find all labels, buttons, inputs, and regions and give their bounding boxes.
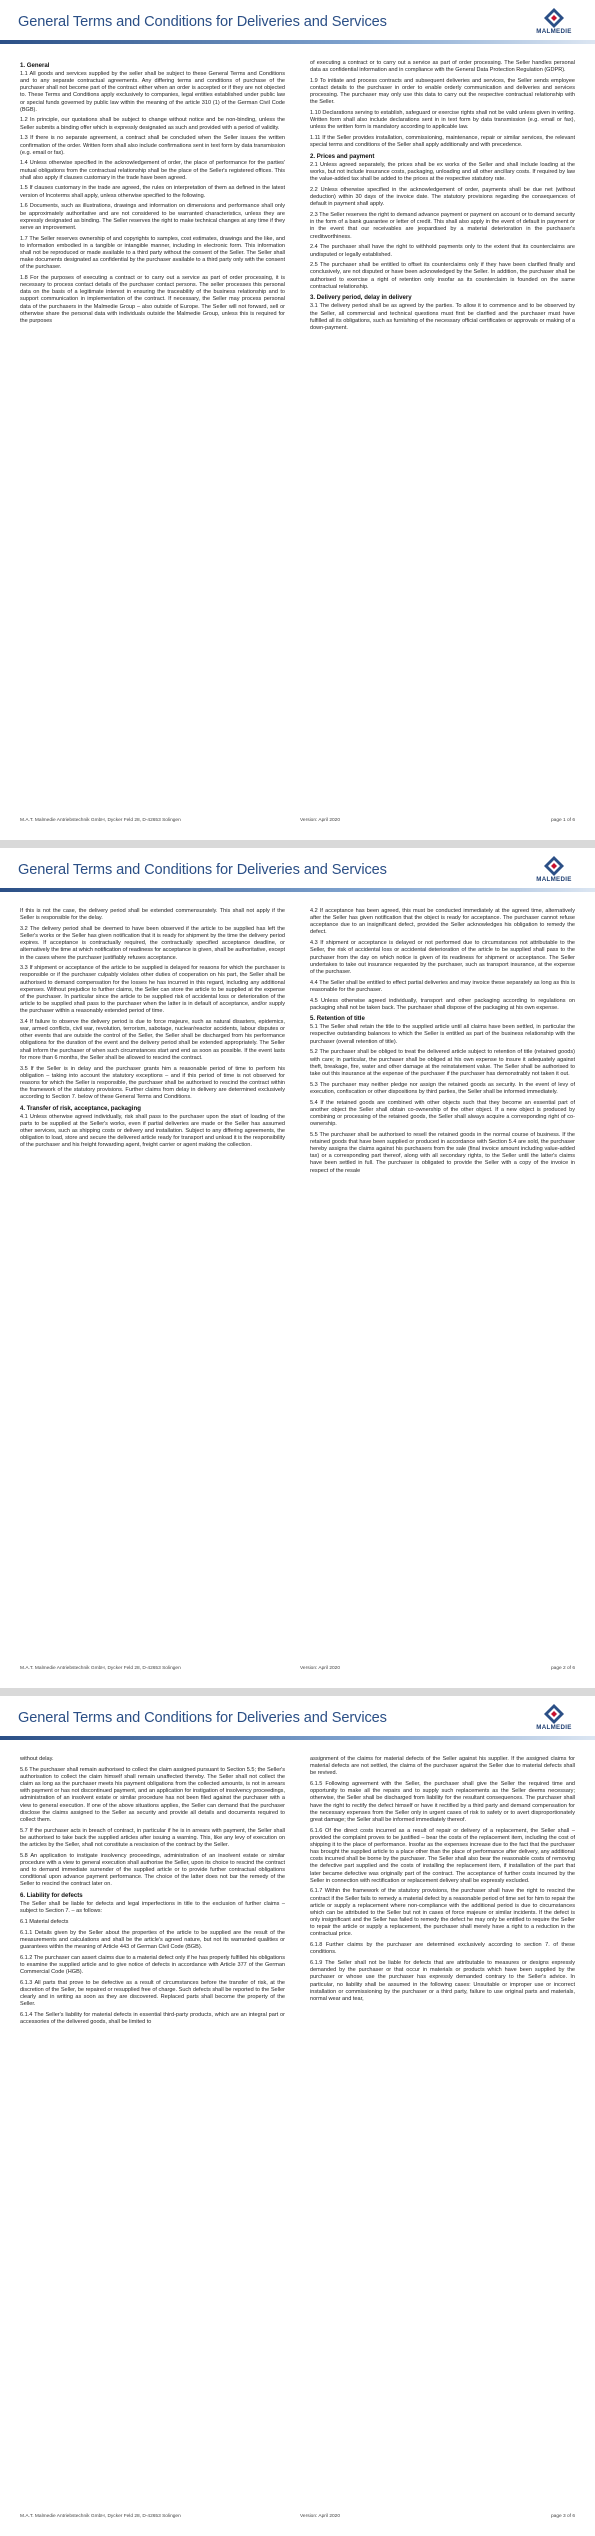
clause-paragraph: 2.1 Unless agreed separately, the prices shall be ex works of the Seller and shall include loading at the works, but not include insurance costs, packaging, unloading and all other ancillary costs. If required by law the value-added tax shall be added to the prices at the respective statutory rate. bbox=[310, 162, 575, 183]
header-rule bbox=[0, 888, 595, 892]
clause-paragraph: 6.1.7 Within the framework of the statutory provisions, the purchaser shall have the right to rescind the contract if the Seller fails to remedy a material defect by a reasonable period of time set for him to repair the article or supply a replacement where non-compliance with the additional period is due to circumstances which can be attributed to the Seller but not in cases of force majeure or similar incidents. If the defect is only insignificant and the Seller has failed to remedy the defect he may only be entitled to require the Seller to repair the article or supply a replacement, the purchaser shall merely have a right to a reduction in the contractual price. bbox=[310, 1888, 575, 1938]
section-heading: 2. Prices and payment bbox=[310, 153, 375, 161]
clause-paragraph: 1.8 For the purposes of executing a contract or to carry out a service as part of order processing, it is necessary to process contact details of the purchaser contact persons. The seller processes this personal data on the basis of a legitimate interest in ensuring the traceability of the business relationship and to support communication in implementation of the contract. If necessary, the Seller may process personal data of the purchasers in the Malmedie Group – also outside of Europe. The Seller will not forward, sell or otherwise share the personal data with individuals outside the Malmedie Group, unless this is required for the purposes bbox=[20, 274, 285, 324]
footer-page-number: page 3 of 6 bbox=[550, 2514, 575, 2519]
footer-company: M.A.T. Malmedie Antriebstechnik GmbH, Dycker Feld 28, D-42653 Solingen bbox=[20, 2514, 181, 2519]
page-footer bbox=[20, 2514, 575, 2526]
clause-paragraph: 1.4 Unless otherwise specified in the acknowledgement of order, the place of performance for the parties' mutual obligations from the contractual relationship shall be the place of the Seller's registered offices. This shall also apply if clauses customary in the trade have been agreed. bbox=[20, 160, 285, 181]
header-rule bbox=[0, 40, 595, 44]
left-column bbox=[20, 1756, 285, 2496]
clause-paragraph: 6.1.3 All parts that prove to be defective as a result of circumstances before the transfer of risk, at the discretion of the Seller, be repaired or resupplied free of charge. Such defects shall be reported to the Seller clearly and in writing as soon as they are discovered. Replaced parts shall become the property of the Seller. bbox=[20, 1979, 285, 2008]
clause-paragraph: 2.4 The purchaser shall have the right to withhold payments only to the extent that its counterclaims are undisputed or legally established. bbox=[310, 244, 575, 258]
clause-paragraph: 5.3 The purchaser may neither pledge nor assign the retained goods as security. In the event of levy of execution, confiscation or other dispositions by third parties, the Seller shall be informed immediately. bbox=[310, 1081, 575, 1095]
header-rule bbox=[0, 1736, 595, 1740]
clause-paragraph: 4.3 If shipment or acceptance is delayed or not performed due to circumstances not attributable to the Seller, the risk of accidental loss or accidental deterioration of the article to be supplied shall pass to the purchaser from the day on which notice is given of its readiness for shipment or acceptance. The Seller undertakes to take out insurance requested by the purchaser, such as transport insurance, at the expense of the purchaser. bbox=[310, 940, 575, 975]
clause-paragraph: 1.3 If there is no separate agreement, a contract shall be concluded when the Seller issues the written confirmation of the order. Written form shall also include confirmations sent in text form by data transmission (e.g. email or fax). bbox=[20, 135, 285, 156]
clause-paragraph: 1.6 Documents, such as illustrations, drawings and information on dimensions and performance shall only be approximately authoritative and are not considered to be warranted characteristics, unless they are expressly designated as binding. The Seller reserves the right to make technical changes at any time if they serve an improvement. bbox=[20, 203, 285, 231]
clause-paragraph: 3.4 If failure to observe the delivery period is due to force majeure, such as natural disasters, epidemics, war, armed conflicts, civil war, revolution, terrorism, sabotage, nuclear/reactor accidents, labour disputes or other events that are outside the control of the Seller, the Seller shall be discharged from his performance obligations for the duration of the event and the delivery period shall be extended appropriately. The Seller shall inform the purchaser of when such circumstances start and end as soon as possible. If the event lasts for more than 6 months, the Seller shall be allowed to rescind the contract. bbox=[20, 1018, 285, 1061]
footer-page-number: page 2 of 6 bbox=[550, 1666, 575, 1671]
clause-paragraph: 3.5 If the Seller is in delay and the purchaser grants him a reasonable period of time to perform his obligation – taking into account the statutory exceptions – and if this period of time is not observed for reasons for which the Seller is responsible, the purchaser shall be authorised to rescind the contract within the framework of the statutory provisions. Further claims from delay in delivery are determined exclusively according to Section 7. below of these General Terms and Conditions. bbox=[20, 1065, 285, 1101]
section-heading: 4. Transfer of risk, acceptance, packaging bbox=[20, 1104, 141, 1112]
page-header bbox=[0, 0, 595, 56]
page-title: General Terms and Conditions for Deliveries and Services bbox=[18, 1710, 387, 1726]
clause-paragraph: The Seller shall be liable for defects and legal imperfections in title to the exclusion of further claims – subject to Section 7. – as follows: bbox=[20, 1900, 285, 1915]
clause-paragraph: 3.1 The delivery period shall be as agreed by the parties. To allow it to commence and to be observed by the Seller, all commercial and technical questions must first be clarified and the purchaser must have fulfilled all its obligations, such as furnishing of the necessary official certificates or approvals or making of a down-payment. bbox=[310, 303, 575, 331]
text-columns bbox=[20, 60, 575, 800]
clause-paragraph: 5.2 The purchaser shall be obliged to treat the delivered article subject to retention of title (retained goods) with care; in particular, the purchaser shall be obliged at his own expense to insure it adequately against theft, breakage, fire, water and other damage at the reinstatement value. The Seller shall be authorised to take out this insurance at the expense of the purchaser if the purchaser has demonstrably not taken it out. bbox=[310, 1049, 575, 1077]
clause-paragraph: 6.1.9 The Seller shall not be liable for defects that are attributable to measures or designs expressly demanded by the purchaser or that occur in materials or products which have been supplied by the purchaser or whose use the purchaser has expressly demanded contrary to the Seller's advice. In particular, no liability shall be assumed in the following cases: Unsuitable or improper use or incorrect installation or commissioning by the purchaser or a third party, failure to use original parts and materials, normal wear and tear, bbox=[310, 1960, 575, 2002]
clause-paragraph: 4.2 If acceptance has been agreed, this must be conducted immediately at the agreed time, alternatively after the Seller has given notification that the object is ready for acceptance. The purchaser cannot refuse acceptance due to an insignificant defect, provided the Seller acknowledges his obligation to remedy the defect. bbox=[310, 908, 575, 936]
clause-paragraph: 6.1.2 The purchaser can assert claims due to a material defect only if he has properly fulfilled his obligations to examine the supplied article and to give notice of defects in accordance with Article 377 of the German Commercial Code (HGB). bbox=[20, 1954, 285, 1975]
page-footer bbox=[20, 818, 575, 830]
clause-paragraph: If this is not the case, the delivery period shall be extended commensurately. This shall not apply if the Seller is responsible for the delay. bbox=[20, 908, 285, 922]
clause-paragraph: 5.6 The purchaser shall remain authorised to collect the claim assigned pursuant to Section 5.5; the Seller's authorisation to collect the claim himself shall remain unaffected thereby. The Seller shall not collect the claim as long as the purchaser meets his payment obligations from the collected amounts, is not in arrears with payment or has not discontinued payment, and an application for instigation of insolvency proceedings, administration of an insolvent estate or similar procedure has not been filed against the purchaser with a view to general execution. If one of the above situations applies, the Seller can demand that the purchaser disclose the claims assigned to the Seller as security and provide all details and documents required to collect them. bbox=[20, 1766, 285, 1823]
section-heading: 3. Delivery period, delay in delivery bbox=[310, 294, 412, 302]
clause-paragraph: 6.1.5 Following agreement with the Seller, the purchaser shall give the Seller the required time and opportunity to make all the repairs and to supply such replacements as the Seller deems necessary; otherwise, the Seller shall be discharged from liability for the resultant consequences. The purchaser shall have the right to rectify the defect himself or have it rectified by a third party and demand compensation for the necessary expenses from the Seller only in urgent cases of risk to safety or to avert disproportionately great damage; the Seller shall be informed immediately thereof. bbox=[310, 1781, 575, 1823]
footer-version: Version: April 2020 bbox=[300, 2514, 341, 2519]
clause-paragraph: 6.1.6 Of the direct costs incurred as a result of repair or delivery of a replacement, the Seller shall – provided the complaint proves to be justified – bear the costs of the replacement item, including the cost of shipping it to the place of performance. Insofar as the expenses increase due to the fact that the purchaser has brought the supplied article to a place other than the place of performance after delivery, any additional costs incurred shall be borne by the purchaser. The Seller shall also bear the reasonable costs of removing the defective part supplied and the costs of installing the replacement item, if installation of the part that later became defective was originally part of the contract. The acceptance of further costs incurred by the Seller in connection with rectification or replacement delivery shall be expressly excluded. bbox=[310, 1827, 575, 1884]
clause-paragraph: 5.1 The Seller shall retain the title to the supplied article until all claims have been settled, in particular the respective outstanding balances to which the Seller is entitled as part of the business relationship with the purchaser (overall retention of title). bbox=[310, 1024, 575, 1045]
clause-paragraph: 1.7 The Seller reserves ownership of and copyrights to samples, cost estimates, drawings and the like, and to information embodied in a tangible or intangible manner, including in electronic form. This information shall not be reproduced or made available to a third party without the consent of the Seller. The Seller shall make documents designated as confidential by the purchaser available to a third party only with the consent of the purchaser. bbox=[20, 235, 285, 271]
page-header bbox=[0, 1696, 595, 1752]
clause-paragraph: 4.1 Unless otherwise agreed individually, risk shall pass to the purchaser upon the start of loading of the parts to be supplied at the Seller's works, even if partial deliveries are made or the Seller has assumed other services, such as shipping costs or delivery and installation. Subject to any differing agreements, the obligation to load, store and secure the delivered article ready for transport and unload it is the responsibility of the purchaser and his freight forwarding agent, freight carrier or agent making the collection. bbox=[20, 1113, 285, 1149]
page-footer bbox=[20, 1666, 575, 1678]
malmedie-logo bbox=[528, 1703, 580, 1733]
clause-paragraph: 1.10 Declarations serving to establish, safeguard or exercise rights shall not be valid unless given in writing. Written form shall also include declarations sent in in text form by data transmission (e.g. email or fax), unless the written form is mandatory according to applicable law. bbox=[310, 110, 575, 131]
clause-paragraph: 5.4 If the retained goods are combined with other objects such that they become an essential part of another object the Seller shall obtain co-ownership of the other object. If a new object is produced by combining or processing of the retained goods, the Seller shall always acquire a corresponding right of co-ownership. bbox=[310, 1099, 575, 1127]
clause-paragraph: 1.11 If the Seller provides installation, commissioning, maintenance, repair or similar services, the relevant special terms and conditions of the Seller shall apply additionally and with precedence. bbox=[310, 135, 575, 149]
clause-paragraph: 2.5 The purchaser shall be entitled to offset its counterclaims only if they have been clarified finally and conclusively, are not disputed or have been acknowledged by the Seller. In addition, the purchaser shall be authorised to exercise a right of retention only insofar as its counterclaim is founded on the same contractual relationship. bbox=[310, 262, 575, 290]
clause-paragraph: 5.7 If the purchaser acts in breach of contract, in particular if he is in arrears with payment, the Seller shall be authorised to take back the supplied articles after issuing a warning. This, like any levy of execution on the articles by the Seller, shall not constitute a rescission of the contract by the Seller. bbox=[20, 1827, 285, 1848]
footer-company: M.A.T. Malmedie Antriebstechnik GmbH, Dycker Feld 28, D-42653 Solingen bbox=[20, 1666, 181, 1671]
document-page bbox=[0, 848, 595, 1688]
section-heading: 1. General bbox=[20, 62, 50, 69]
clause-paragraph: 3.2 The delivery period shall be deemed to have been observed if the article to be supplied has left the Seller's works or the Seller has given notification that it is ready for shipment by the time the delivery period expires. If acceptance is contractually required, the contractually specified acceptance deadline, or alternatively the time at which notification of readiness for acceptance is given, shall be authoritative, except in the cases where the purchaser justifiably refuses acceptance. bbox=[20, 925, 285, 961]
clause-paragraph: 2.3 The Seller reserves the right to demand advance payment or payment on account or to demand security in the form of a bank guarantee or letter of credit. This shall also apply in the event of default in payment or in the event that our receivables are jeopardised by a material deterioration in the purchaser's creditworthiness. bbox=[310, 212, 575, 240]
page-title: General Terms and Conditions for Deliveries and Services bbox=[18, 14, 387, 30]
document-page bbox=[0, 0, 595, 840]
clause-paragraph: 6.1.8 Further claims by the purchaser are determined exclusively according to section 7. of these conditions. bbox=[310, 1942, 575, 1956]
footer-page-number: page 1 of 6 bbox=[550, 818, 575, 823]
page-title: General Terms and Conditions for Deliveries and Services bbox=[18, 862, 387, 878]
malmedie-logo bbox=[528, 855, 580, 885]
right-column bbox=[310, 60, 575, 800]
clause-paragraph: 6.1.1 Details given by the Seller about the properties of the article to be supplied are the result of the measurements and calculations and shall be the article's agreed nature, but not its warranted qualities or guarantees within the meaning of Article 443 of German Civil Code (BGB). bbox=[20, 1929, 285, 1950]
clause-paragraph: 4.4 The Seller shall be entitled to effect partial deliveries and may invoice these separately as long as this is reasonable for the purchaser. bbox=[310, 979, 575, 993]
clause-paragraph: 3.3 If shipment or acceptance of the article to be supplied is delayed for reasons for which the purchaser is responsible or if the purchaser culpably violates other duties of cooperation on his part, the Seller shall be authorised to demand compensation for the losses he has incurred in this regard, including any additional expenses. Without prejudice to further claims, the Seller can store the article to be supplied at the expense of the purchaser. In particular since the article to be supplied risk of accidental loss or deterioration of the article to be supplied shall pass to the purchaser when the latter is in default of acceptance, and/or supply the purchaser within a reasonably extended period of time. bbox=[20, 965, 285, 1015]
page-separator bbox=[0, 840, 595, 848]
section-heading: 5. Retention of title bbox=[310, 1015, 365, 1023]
clause-paragraph: 1.5 If clauses customary in the trade are agreed, the rules on interpretation of them as defined in the latest version of Incoterms shall apply, unless otherwise specified to the following. bbox=[20, 185, 285, 199]
page-separator bbox=[0, 1688, 595, 1696]
malmedie-logo bbox=[528, 7, 580, 37]
footer-version: Version: April 2020 bbox=[300, 818, 341, 823]
text-columns bbox=[20, 908, 575, 1648]
clause-paragraph: 4.5 Unless otherwise agreed individually, transport and other packaging according to regulations on packaging shall not be taken back. The purchaser shall dispose of the packaging at his own expense. bbox=[310, 997, 575, 1011]
left-column bbox=[20, 60, 285, 800]
section-heading: 6. Liability for defects bbox=[20, 1892, 83, 1900]
clause-paragraph: 6.1 Material defects bbox=[20, 1918, 69, 1925]
clause-paragraph: assignment of the claims for material defects of the Seller against his supplier. If the assigned claims for material defects are not settled, the claims of the purchaser against the Seller due to material defects shall be revived. bbox=[310, 1756, 575, 1777]
right-column bbox=[310, 908, 575, 1648]
clause-paragraph: 5.5 The purchaser shall be authorised to resell the retained goods in the normal course of business. If the retained goods that have been supplied or produced in accordance with Section 5.4 are sold, the purchaser hereby assigns the claims against his purchasers from the sale (final invoice amount including value-added tax) or a corresponding part thereof, along with all secondary rights, to the Seller until the latter's claims have been settled in full. The purchaser is obligated to provide the Seller with a copy of the invoice in respect of the resale bbox=[310, 1131, 575, 1174]
right-column bbox=[310, 1756, 575, 2496]
clause-paragraph: 1.2 In principle, our quotations shall be subject to change without notice and be non-binding, unless the Seller submits a binding offer which is expressly designated as such and provided with a period of validity. bbox=[20, 117, 285, 131]
clause-paragraph: 1.1 All goods and services supplied by the seller shall be subject to these General Terms and Conditions and to any separate contractual agreements. Any differing terms and conditions of purchase of the purchaser shall not become part of the contract either when an order is accepted or if they are not objected to. These Terms and Conditions apply exclusively to companies, legal entities established under public law or special funds governed by public law within the meaning of the article 310 (1) of the German Civil Code (BGB). bbox=[20, 70, 285, 113]
document-page bbox=[0, 1696, 595, 2536]
logo-wordmark: MALMEDIE bbox=[536, 28, 572, 35]
clause-paragraph: 6.1.4 The Seller's liability for material defects in essential third-party products, which are an integral part or accessories of the delivered goods, shall be limited to bbox=[20, 2011, 285, 2026]
logo-wordmark: MALMEDIE bbox=[536, 876, 572, 883]
logo-wordmark: MALMEDIE bbox=[536, 1724, 572, 1731]
footer-company: M.A.T. Malmedie Antriebstechnik GmbH, Dycker Feld 28, D-42653 Solingen bbox=[20, 818, 181, 823]
clause-paragraph: without delay. bbox=[20, 1756, 54, 1762]
clause-paragraph: 2.2 Unless otherwise specified in the acknowledgement of order, payments shall be due net (without deduction) within 30 days of the invoice date. The statutory provisions regarding the consequences of default in payment shall apply. bbox=[310, 187, 575, 208]
logo-mark-icon bbox=[528, 855, 580, 877]
footer-version: Version: April 2020 bbox=[300, 1666, 341, 1671]
clause-paragraph: 5.8 An application to instigate insolvency proceedings, administration of an insolvent estate or similar procedure with a view to general execution shall authorise the Seller, upon its choice to rescind the contract and to demand immediate surrender of the supplied article or to provide further contractual obligations conditional upon advance payment performance. The choice of the latter does not bar the remedy of the Seller to rescind the contract later on. bbox=[20, 1852, 285, 1888]
logo-mark-icon bbox=[528, 7, 580, 29]
left-column bbox=[20, 908, 285, 1648]
text-columns bbox=[20, 1756, 575, 2496]
clause-paragraph: of executing a contract or to carry out a service as part of order processing. The Seller handles personal data as confidential information and in compliance with the General Data Protection Regulation (GDPR). bbox=[310, 60, 575, 74]
page-header bbox=[0, 848, 595, 904]
logo-mark-icon bbox=[528, 1703, 580, 1725]
clause-paragraph: 1.9 To initiate and process contracts and subsequent deliveries and services, the Seller sends employee contact details to the purchaser in order to enable orderly communication and deliveries and services processing. The purchaser may only use this data to carry out the respective contractual relationship with the Seller. bbox=[310, 77, 575, 106]
